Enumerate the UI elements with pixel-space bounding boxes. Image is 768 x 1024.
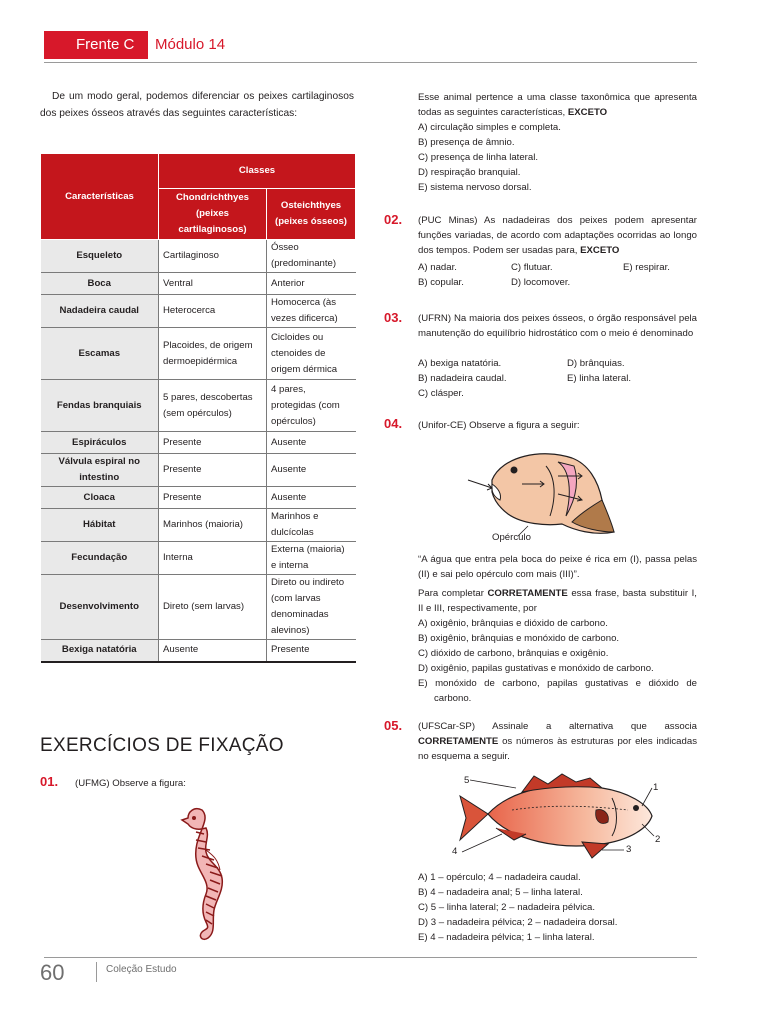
table-row (41, 640, 356, 662)
question-03-options (418, 356, 697, 401)
question-05-stem-pre: (UFSCar-SP) Assinale a alternativa que associa (418, 721, 697, 732)
table-row-label: Escamas (41, 328, 159, 380)
table-row-label: Hábitat (41, 509, 159, 542)
question-04-instruction-post: essa frase, basta substituir I, II e III, respectivamente, por (418, 588, 697, 614)
question-03-number: 03. (384, 310, 403, 325)
table-row-label: Bexiga natatória (41, 640, 159, 662)
table-cell-cartilaginous: Heterocerca (159, 295, 267, 328)
table-header-classes: Classes (159, 154, 356, 189)
fish-label-4: 4 (452, 846, 458, 857)
question-04-number: 04. (384, 416, 403, 431)
footer-collection: Coleção Estudo (106, 964, 177, 975)
question-05-number: 05. (384, 718, 403, 733)
table-header-bony: Osteichthyes (peixes ósseos) (267, 189, 356, 240)
question-04-option-b: B) oxigênio, brânquias e monóxido de carbono. (418, 633, 620, 644)
table-cell-cartilaginous: Presente (159, 454, 267, 487)
question-02-option-c: C) flutuar. (511, 262, 553, 273)
question-05-option-e: E) 4 – nadadeira pélvica; 1 – linha lateral. (418, 932, 595, 943)
question-03-option-e: E) linha lateral. (567, 373, 631, 384)
question-01-continuation (418, 90, 697, 195)
table-row (41, 380, 356, 432)
table-row (41, 328, 356, 380)
table-cell-bony: 4 pares, protegidas (com opérculos) (267, 380, 356, 432)
question-05-option-c: C) 5 – linha lateral; 2 – nadadeira pélvica. (418, 902, 596, 913)
table-cell-bony: Anterior (267, 273, 356, 295)
table-row-label: Boca (41, 273, 159, 295)
table-cell-bony: Marinhos e dulcícolas (267, 509, 356, 542)
question-02-option-a: A) nadar. (418, 262, 457, 273)
question-05-option-a: A) 1 – opérculo; 4 – nadadeira caudal. (418, 872, 581, 883)
table-cell-bony: Ausente (267, 432, 356, 454)
table-row (41, 432, 356, 454)
table-cell-cartilaginous: Marinhos (maioria) (159, 509, 267, 542)
question-02-option-e: E) respirar. (623, 262, 670, 273)
question-04-instruction-pre: Para completar (418, 588, 484, 599)
question-04-option-e: E) monóxido de carbono, papilas gustativas e dióxido de carbono. (418, 678, 697, 704)
table-cell-cartilaginous: Direto (sem larvas) (159, 575, 267, 640)
table-cell-cartilaginous: Placoides, de origem dermoepidérmica (159, 328, 267, 380)
table-row-label: Fecundação (41, 542, 159, 575)
question-05-option-d: D) 3 – nadadeira pélvica; 2 – nadadeira dorsal. (418, 917, 618, 928)
question-04-text: (Unifor-CE) Observe a figura a seguir: (418, 420, 580, 431)
question-04-option-c: C) dióxido de carbono, brânquias e oxigênio. (418, 648, 609, 659)
footer-rule (44, 957, 697, 958)
table-cell-bony: Ósseo (predominante) (267, 240, 356, 273)
question-01-option-b: B) presença de âmnio. (418, 137, 515, 148)
table-row (41, 487, 356, 509)
table-row-label: Desenvolvimento (41, 575, 159, 640)
question-04-instruction (418, 586, 697, 616)
table-cell-bony: Cicloides ou ctenoides de origem dérmica (267, 328, 356, 380)
question-03-option-a: A) bexiga natatória. (418, 358, 502, 369)
footer-separator (96, 962, 97, 982)
fish-diagram-figure (452, 770, 667, 865)
table-cell-bony: Externa (maioria) e interna (267, 542, 356, 575)
table-row (41, 240, 356, 273)
question-04-option-d: D) oxigênio, papilas gustativas e monóxido de carbono. (418, 663, 654, 674)
table-cell-cartilaginous: Interna (159, 542, 267, 575)
question-01-emph: EXCETO (567, 107, 608, 118)
operculo-label: Opérculo (492, 532, 531, 543)
question-03-option-c: C) clásper. (418, 388, 464, 399)
table-row-label: Cloaca (41, 487, 159, 509)
fish-label-2: 2 (655, 834, 661, 845)
table-cell-cartilaginous: Ausente (159, 640, 267, 662)
question-02-option-d: D) locomover. (511, 277, 571, 288)
question-05-text (418, 719, 697, 764)
table-cell-cartilaginous: Ventral (159, 273, 267, 295)
header-modulo: Módulo 14 (155, 36, 226, 53)
characteristics-table (40, 153, 356, 663)
page-number: 60 (40, 960, 65, 985)
table-cell-cartilaginous: Cartilaginoso (159, 240, 267, 273)
question-03-option-d: D) brânquias. (567, 358, 625, 369)
section-title: EXERCÍCIOS DE FIXAÇÃO (40, 735, 284, 756)
question-02-emph: EXCETO (580, 245, 620, 256)
seahorse-figure (180, 800, 250, 950)
table-row-label: Válvula espiral no intestino (41, 454, 159, 487)
table-cell-bony: Homocerca (às vezes dificerca) (267, 295, 356, 328)
intro-paragraph: De um modo geral, podemos diferenciar os peixes cartilaginosos dos peixes ósseos através das seguintes características: (40, 91, 354, 119)
table-cell-bony: Direto ou indireto (com larvas denominadas alevinos) (267, 575, 356, 640)
question-05-stem-post: os números às estruturas por eles indicadas no esquema a seguir. (418, 736, 697, 762)
table-row (41, 575, 356, 640)
question-01-cont-text: Esse animal pertence a uma classe taxonômica que apresenta todas as seguintes características, (418, 92, 697, 118)
question-04-quote: “A água que entra pela boca do peixe é rica em (I), passa pelas (II) e sai pelo opérculo com mais (III)”. (418, 554, 697, 580)
table-row-label: Espiráculos (41, 432, 159, 454)
question-04-option-a: A) oxigênio, brânquias e dióxido de carbono. (418, 618, 608, 629)
table-header-characteristics: Características (41, 154, 159, 240)
table-row-label: Nadadeira caudal (41, 295, 159, 328)
table-row-label: Fendas branquiais (41, 380, 159, 432)
table-cell-cartilaginous: Presente (159, 487, 267, 509)
question-02-options (418, 260, 697, 290)
table-row-label: Esqueleto (41, 240, 159, 273)
table-row (41, 273, 356, 295)
table-cell-cartilaginous: 5 pares, descobertas (sem opérculos) (159, 380, 267, 432)
question-01-option-a: A) circulação simples e completa. (418, 122, 561, 133)
header-frente: Frente C (76, 36, 135, 53)
question-02-stem: (PUC Minas) As nadadeiras dos peixes podem apresentar funções variadas, de acordo com adaptações ocorridas ao longo dos tempos. Podem ser usadas para, (418, 215, 697, 256)
table-cell-bony: Ausente (267, 454, 356, 487)
fish-label-1: 1 (653, 782, 659, 793)
question-01-option-e: E) sistema nervoso dorsal. (418, 182, 532, 193)
question-03-option-b: B) nadadeira caudal. (418, 373, 507, 384)
fish-label-3: 3 (626, 844, 632, 855)
question-05-option-b: B) 4 – nadadeira anal; 5 – linha lateral. (418, 887, 583, 898)
question-02-number: 02. (384, 212, 403, 227)
table-cell-bony: Presente (267, 640, 356, 662)
table-row (41, 509, 356, 542)
question-01-option-c: C) presença de linha lateral. (418, 152, 538, 163)
question-03-text: (UFRN) Na maioria dos peixes ósseos, o órgão responsável pela manutenção do equilíbrio hidrostático com o meio é denominado (418, 313, 697, 339)
table-header-cartilaginous: Chondrichthyes (peixes cartilaginosos) (159, 189, 267, 240)
table-row (41, 542, 356, 575)
question-02-text (418, 213, 697, 258)
table-cell-cartilaginous: Presente (159, 432, 267, 454)
question-01-number: 01. (40, 774, 59, 789)
table-row (41, 295, 356, 328)
question-05-emph: CORRETAMENTE (418, 736, 499, 747)
header-rule (44, 62, 697, 63)
question-05-options (418, 870, 697, 945)
table-cell-bony: Ausente (267, 487, 356, 509)
question-01-option-d: D) respiração branquial. (418, 167, 521, 178)
question-04-options (418, 616, 697, 706)
fish-label-5: 5 (464, 775, 470, 786)
question-02-option-b: B) copular. (418, 277, 464, 288)
question-04-emph: CORRETAMENTE (487, 588, 568, 599)
question-01-text: (UFMG) Observe a figura: (75, 778, 186, 789)
table-row (41, 454, 356, 487)
